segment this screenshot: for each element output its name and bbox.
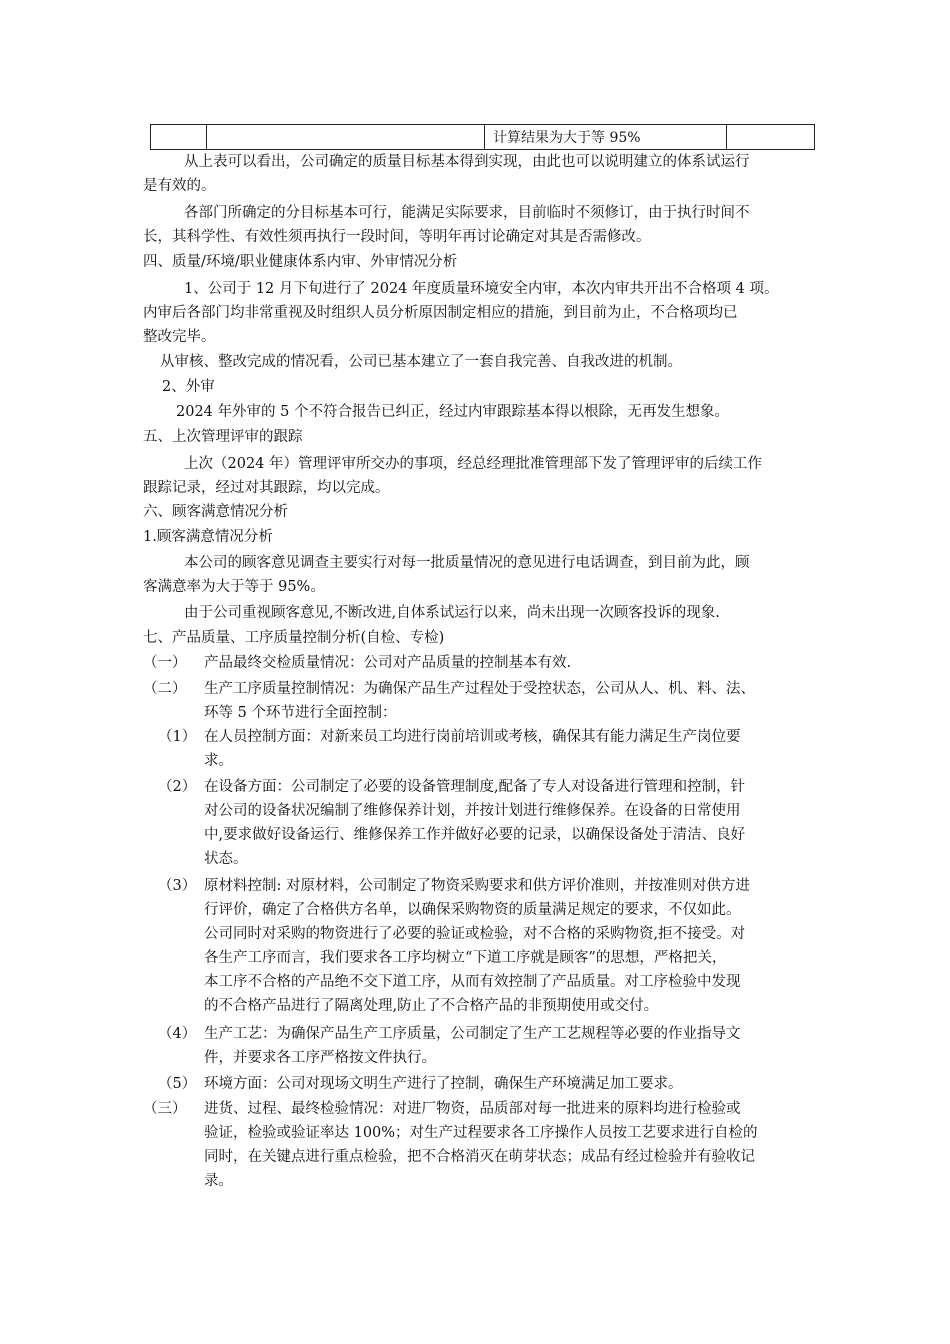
list-item-marker: （5） xyxy=(158,1076,197,1092)
list-item-line: 环等 5 个环节进行全面控制： xyxy=(204,705,397,721)
list-item-line: 同时，在关键点进行重点检验，把不合格消灭在萌芽状态；成品有经过检验并有验收记 xyxy=(204,1149,755,1165)
section-heading: 五、上次管理评审的跟踪 xyxy=(143,429,303,445)
paragraph-line: 内审后各部门均非常重视及时组织人员分析原因制定相应的措施，到目前为止，不合格项均已 xyxy=(143,305,738,321)
section-heading: 四、质量/环境/职业健康体系内审、外审情况分析 xyxy=(143,254,458,270)
table-cell xyxy=(151,125,207,150)
list-item-line: 生产工艺：为确保产品生产工序质量，公司制定了生产工艺规程等必要的作业指导文 xyxy=(204,1026,741,1042)
table-cell xyxy=(727,125,815,150)
paragraph-line: 上次（2024 年）管理评审所交办的事项，经总经理批准管理部下发了管理评审的后续工作 xyxy=(184,456,763,472)
list-item-line: 的不合格产品进行了隔离处理,防止了不合格产品的非预期使用或交付。 xyxy=(204,998,659,1014)
list-item xyxy=(204,677,824,725)
subheading: 1.顾客满意情况分析 xyxy=(143,529,273,545)
list-item xyxy=(204,874,824,1018)
paragraph-line: 由于公司重视顾客意见,不断改进,自体系试运行以来，尚未出现一次顾客投诉的现象. xyxy=(184,605,720,621)
section-heading: 六、顾客满意情况分析 xyxy=(143,504,288,520)
list-item xyxy=(204,725,824,773)
list-item-line: 行评价，确定了合格供方名单，以确保采购物资的质量满足规定的要求，不仅如此。 xyxy=(204,902,741,918)
list-item-line: 公司同时对采购的物资进行了必要的验证或检验，对不合格的采购物资,拒不接受。对 xyxy=(204,926,746,942)
list-item-line: 件，并要求各工序严格按文件执行。 xyxy=(204,1050,436,1066)
list-item-line: 对公司的设备状况编制了维修保养计划，并按计划进行维修保养。在设备的日常使用 xyxy=(204,803,741,819)
list-item-line: 求。 xyxy=(204,753,233,769)
list-item-line: 中,要求做好设备运行、维修保养工作并做好必要的记录，以确保设备处于清洁、良好 xyxy=(204,827,746,843)
paragraph-line: 各部门所确定的分目标基本可行，能满足实际要求，目前临时不须修订，由于执行时间不 xyxy=(184,205,750,221)
table-row xyxy=(151,125,815,150)
list-item-line: 录。 xyxy=(204,1173,233,1189)
list-item-marker: （一） xyxy=(143,655,187,671)
paragraph-line: 是有效的。 xyxy=(143,178,216,194)
list-item xyxy=(204,1022,824,1070)
paragraph-line: 从审核、整改完成的情况看，公司已基本建立了一套自我完善、自我改进的机制。 xyxy=(160,354,682,370)
paragraph-line: 1、公司于 12 月下旬进行了 2024 年度质量环境安全内审，本次内审共开出不合格项 4 项。 xyxy=(184,281,779,297)
list-item-marker: （1） xyxy=(158,729,197,745)
list-item-line: 验证，检验或验证率达 100%；对生产过程要求各工序操作人员按工艺要求进行自检的 xyxy=(204,1125,758,1141)
list-item-marker: （2） xyxy=(158,779,197,795)
list-item-line: 各生产工序而言，我们要求各工序均树立“下道工序就是顾客”的思想，严格把关， xyxy=(204,950,727,966)
list-item xyxy=(204,775,824,871)
list-item-line: 本工序不合格的产品绝不交下道工序，从而有效控制了产品质量。对工序检验中发现 xyxy=(204,974,741,990)
list-item-marker: （三） xyxy=(143,1101,187,1117)
paragraph-line: 跟踪记录，经过对其跟踪，均以完成。 xyxy=(143,480,390,496)
list-item-line: 在设备方面：公司制定了必要的设备管理制度,配备了专人对设备进行管理和控制，针 xyxy=(204,779,746,795)
list-item-line: 在人员控制方面：对新来员工均进行岗前培训或考核，确保其有能力满足生产岗位要 xyxy=(204,729,741,745)
table-tail-row xyxy=(150,124,815,150)
paragraph-line: 长，其科学性、有效性须再执行一段时间，等明年再讨论确定对其是否需修改。 xyxy=(143,229,651,245)
table-cell: 计算结果为大于等 95% xyxy=(485,125,727,150)
list-item-marker: （4） xyxy=(158,1026,197,1042)
list-item-marker: （二） xyxy=(143,681,187,697)
paragraph-line: 2024 年外审的 5 个不符合报告已纠正，经过内审跟踪基本得以根除，无再发生想象。 xyxy=(176,404,729,420)
list-item-line: 原材料控制: 对原材料，公司制定了物资采购要求和供方评价准则，并按准则对供方进 xyxy=(204,878,750,894)
paragraph-line: 从上表可以看出，公司确定的质量目标基本得到实现，由此也可以说明建立的体系试运行 xyxy=(184,154,750,170)
list-item-line: 进货、过程、最终检验情况：对进厂物资，品质部对每一批进来的原料均进行检验或 xyxy=(204,1101,741,1117)
list-item xyxy=(204,1097,824,1193)
list-item xyxy=(204,651,824,675)
paragraph-line: 客满意率为大于等于 95%。 xyxy=(143,579,325,595)
paragraph-line: 整改完毕。 xyxy=(143,329,216,345)
list-item xyxy=(204,1072,824,1096)
list-item-line: 环境方面：公司对现场文明生产进行了控制，确保生产环境满足加工要求。 xyxy=(204,1076,683,1092)
list-item-line: 生产工序质量控制情况：为确保产品生产过程处于受控状态，公司从人、机、料、法、 xyxy=(204,681,755,697)
table-cell xyxy=(207,125,485,150)
list-item-marker: （3） xyxy=(158,878,197,894)
subheading: 2、外审 xyxy=(162,379,215,395)
list-item-line: 产品最终交检质量情况：公司对产品质量的控制基本有效. xyxy=(204,655,572,671)
list-item-line: 状态。 xyxy=(204,851,248,867)
paragraph-line: 本公司的顾客意见调查主要实行对每一批质量情况的意见进行电话调查，到目前为此，顾 xyxy=(184,555,750,571)
section-heading: 七、产品质量、工序质量控制分析(自检、专检) xyxy=(143,630,445,646)
